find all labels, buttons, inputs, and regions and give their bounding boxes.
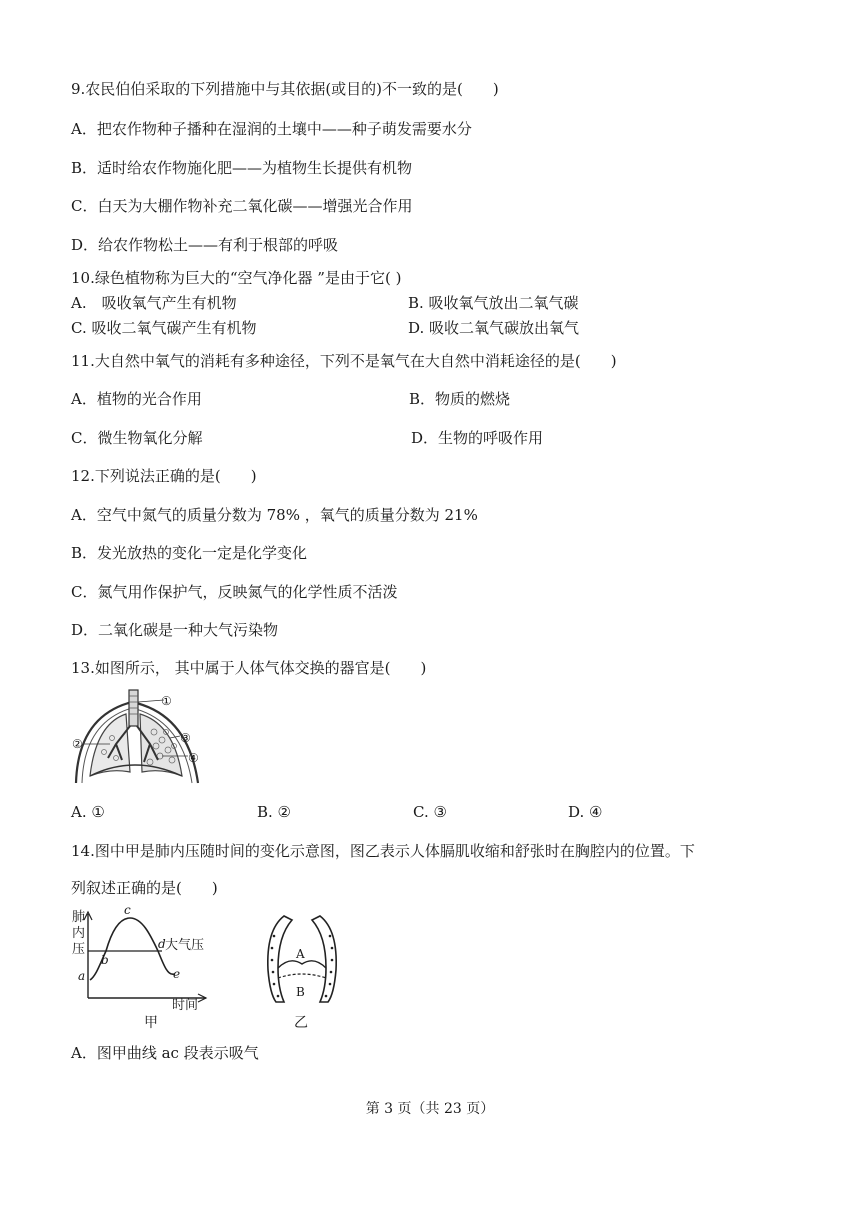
- diaphragm-label-a: A: [296, 947, 305, 961]
- q13-option-a: A. ①: [71, 803, 105, 821]
- q12-option-b: B．发光放热的变化一定是化学变化: [71, 544, 308, 562]
- fig-label-4: ④: [188, 751, 199, 765]
- fig-label-2: ②: [72, 737, 83, 751]
- q12-stem: 12.下列说法正确的是( ): [71, 467, 257, 485]
- y-axis-label-2: 内: [72, 926, 86, 941]
- q14-option-a: A．图甲曲线 ac 段表示吸气: [71, 1044, 259, 1062]
- q11-stem: 11.大自然中氧气的消耗有多种途径，下列不是氧气在大自然中消耗途径的是( ): [71, 352, 617, 370]
- q14-stem-line2: 列叙述正确的是( ): [71, 879, 218, 897]
- point-e: e: [173, 967, 181, 981]
- q9-option-d: D．给农作物松土——有利于根部的呼吸: [71, 236, 339, 254]
- atmospheric-pressure-label: 大气压: [165, 938, 205, 953]
- q12-option-d: D．二氧化碳是一种大气污染物: [71, 621, 279, 639]
- x-axis-label: 时间: [172, 998, 199, 1013]
- point-b: b: [101, 953, 109, 967]
- q10-option-d: D. 吸收二氧气碳放出氧气: [408, 319, 580, 337]
- q12-option-c: C．氮气用作保护气，反映氮气的化学性质不活泼: [71, 583, 398, 601]
- q9-stem: 9.农民伯伯采取的下列措施中与其依据(或目的)不一致的是( ): [71, 80, 499, 98]
- q13-option-b: B. ②: [257, 803, 292, 821]
- q13-option-d: D. ④: [568, 803, 603, 821]
- q9-option-a: A．把农作物种子播种在湿润的土壤中——种子萌发需要水分: [71, 120, 472, 138]
- q10-option-a: A. 吸收氧气产生有机物: [71, 294, 237, 312]
- q11-option-b: B．物质的燃烧: [409, 390, 511, 408]
- point-d: d: [158, 937, 166, 951]
- q11-option-d: D．生物的呼吸作用: [411, 429, 544, 447]
- fig-label-1: ①: [161, 694, 172, 708]
- page-footer: 第 3 页（共 23 页）: [365, 1101, 495, 1117]
- q14-stem-line1: 14.图中甲是肺内压随时间的变化示意图，图乙表示人体膈肌收缩和舒张时在胸腔内的位置。下: [71, 842, 695, 860]
- q10-option-b: B. 吸收氧气放出二氧气碳: [408, 294, 579, 312]
- y-axis-label-1: 肺: [72, 910, 86, 925]
- q10-option-c: C. 吸收二氧气碳产生有机物: [71, 319, 257, 337]
- point-c: c: [124, 903, 131, 917]
- figure-jia-caption: 甲: [144, 1015, 158, 1031]
- q11-option-a: A．植物的光合作用: [71, 390, 202, 408]
- y-axis-label-3: 压: [72, 942, 86, 957]
- q10-stem: 10.绿色植物称为巨大的“空气净化器 ”是由于它( ): [71, 269, 402, 287]
- diaphragm-label-b: B: [296, 985, 305, 999]
- q9-option-c: C．白天为大棚作物补充二氧化碳——增强光合作用: [71, 197, 413, 215]
- q11-option-c: C．微生物氧化分解: [71, 429, 203, 447]
- point-a: a: [78, 969, 86, 983]
- q13-stem: 13.如图所示， 其中属于人体气体交换的器官是( ): [71, 659, 427, 677]
- figure-yi-caption: 乙: [294, 1015, 308, 1031]
- q9-option-b: B．适时给农作物施化肥——为植物生长提供有机物: [71, 159, 413, 177]
- q13-option-c: C. ③: [413, 803, 447, 821]
- q12-option-a: A．空气中氮气的质量分数为 78% ，氧气的质量分数为 21%: [71, 506, 478, 524]
- fig-label-3: ③: [180, 731, 191, 745]
